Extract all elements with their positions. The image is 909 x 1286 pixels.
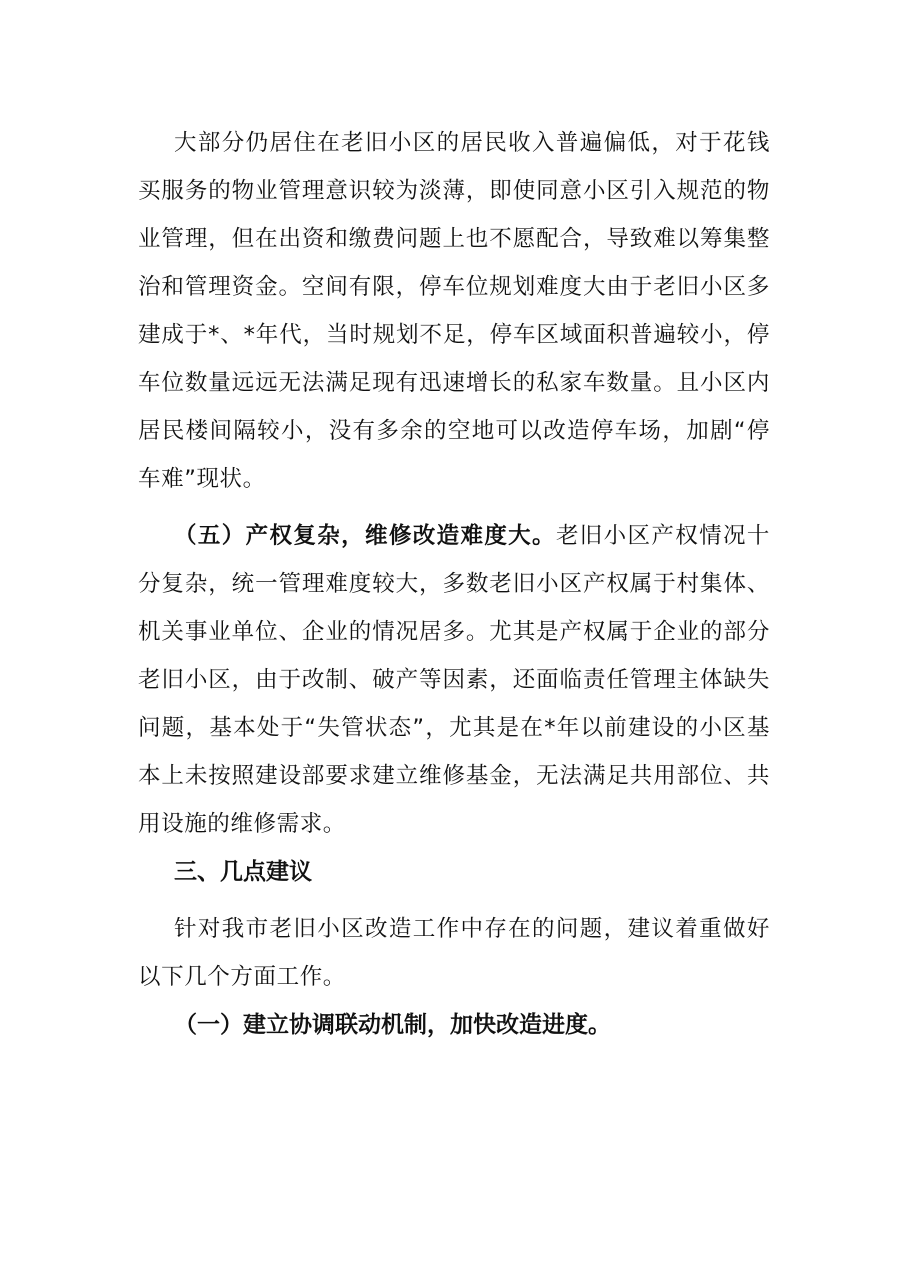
paragraph-property-rights bbox=[138, 512, 770, 848]
paragraph-suggestions-intro bbox=[138, 905, 770, 1001]
paragraph-lead-heading: （五）产权复杂，维修改造难度大。 bbox=[174, 523, 556, 549]
paragraph-text: 老旧小区产权情况十分复杂，统一管理难度较大，多数老旧小区产权属于村集体、机关事业单位、企业的情况居多。尤其是产权属于企业的部分老旧小区，由于改制、破产等因素，还面临责任管理主体缺失问题，基本处于“失管状态”，尤其是在*年以前建设的小区基本上未按照建设部要求建立维修基金，无法满足共用部位、共用设施的维修需求。 bbox=[138, 523, 770, 837]
paragraph-parking-funding bbox=[138, 119, 770, 503]
paragraph-text: 针对我市老旧小区改造工作中存在的问题，建议着重做好以下几个方面工作。 bbox=[138, 916, 770, 990]
sub-heading: （一）建立协调联动机制，加快改造进度。 bbox=[174, 1012, 611, 1038]
paragraph-text: 大部分仍居住在老旧小区的居民收入普遍偏低，对于花钱买服务的物业管理意识较为淡薄，即使同意小区引入规范的物业管理，但在出资和缴费问题上也不愿配合，导致难以筹集整治和管理资金。空间有限，停车位规划难度大由于老旧小区多建成于*、*年代，当时规划不足，停车区域面积普遍较小，停车位数量远远无法满足现有迅速增长的私家车数量。且小区内居民楼间隔较小，没有多余的空地可以改造停车场，加剧“停车难”现状。 bbox=[138, 130, 770, 492]
document-body bbox=[138, 119, 770, 1049]
section-heading: 三、几点建议 bbox=[174, 859, 312, 885]
